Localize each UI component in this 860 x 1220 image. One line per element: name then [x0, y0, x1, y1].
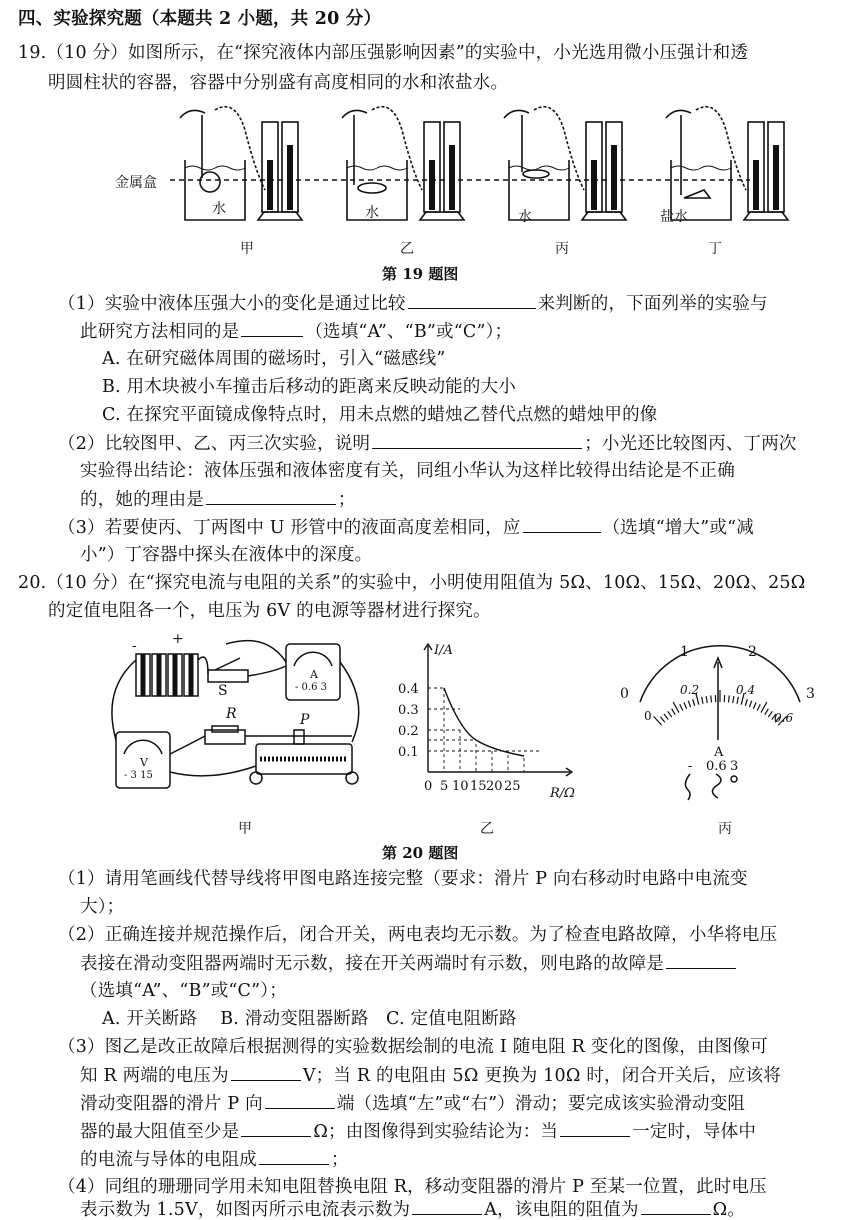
ytick-0.4: 0.4 [398, 682, 419, 697]
q20-p3-line4: 器的最大阻值至少是 Ω；由图像得到实验结论为：当 一定时，导体中 [80, 1118, 756, 1145]
meter-tick [673, 702, 679, 713]
meter-tick [757, 704, 760, 710]
q20-circuit-figure [100, 632, 370, 812]
q20-p3-line1: （3）图乙是改正故障后根据测得的实验数据绘制的电流 I 随电阻 R 变化的图像，由图像可 [58, 1034, 768, 1060]
ammeter-label: A [310, 668, 318, 681]
q19-stem-line2: 明圆柱状的容器，容器中分别盛有高度相同的水和浓盐水。 [48, 70, 508, 96]
meter-tick [702, 697, 703, 704]
ytick-0.2: 0.2 [398, 724, 419, 739]
upper-scale-0: 0 [620, 686, 629, 702]
resistor [205, 726, 245, 744]
meter-tick [761, 702, 767, 713]
q20-panel-label-3: 丙 [718, 818, 732, 838]
q20-p3-line3: 滑动变阻器的滑片 P 向 端（选填“左”或“右”）滑动；要完成该实验滑动变阻 [80, 1090, 745, 1117]
q19-p1-line2: 此研究方法相同的是 （选填“A”、“B”或“C”）； [80, 318, 512, 345]
terminal-wire-2 [712, 774, 721, 798]
q20-stem-line1: 20.（10 分）在“探究电流与电阻的关系”的实验中，小明使用阻值为 5Ω、10Ω、15Ω、20Ω、25Ω [18, 570, 805, 596]
meter-tick [693, 699, 695, 706]
lower-scale-0.6: 0.6 [774, 711, 793, 725]
xtick-5: 5 [440, 779, 448, 794]
beaker-label-3: 水 [518, 206, 532, 226]
slider-label: P [300, 712, 309, 728]
lower-scale-0: 0 [644, 709, 652, 723]
battery-plus: + [172, 631, 184, 647]
terminal-wire-1 [685, 774, 690, 800]
graph-xlabel: R/Ω [549, 786, 575, 801]
q20-p2-option-a: A. 开关断路 [102, 1009, 197, 1029]
metal-box-label: 金属盒 [115, 172, 157, 192]
beaker-label-4: 盐水 [660, 206, 688, 226]
meter-unit: A [713, 745, 724, 760]
panel-jia [180, 107, 302, 220]
q20-p2-option-b: B. 滑动变阻器断路 [220, 1009, 369, 1029]
meter-tick [737, 697, 738, 704]
meter-tick [668, 711, 672, 717]
beaker-label-2: 水 [365, 202, 379, 222]
upper-scale-1: 1 [680, 644, 689, 660]
graph-ylabel: I/A [433, 643, 453, 658]
meter-terminal-3: 3 [730, 759, 738, 774]
q19-stem-line1: 19.（10 分）如图所示，在“探究液体内部压强影响因素”的实验中，小光选用微小压强计和透 [18, 40, 748, 66]
meter-tick [660, 717, 665, 722]
q20-p2-option-c: C. 定值电阻断路 [386, 1009, 517, 1029]
q20-p2-line2: 表接在滑动变阻器两端时无示数，接在开关两端时有示数，则电路的故障是 [80, 950, 738, 977]
q19-p2-line3: 的，她的理由是 ； [80, 486, 356, 513]
q20-figure-caption: 第 20 题图 [382, 842, 458, 863]
q20-p4-line2: 表示数为 1.5V，如图丙所示电流表示数为 A，该电阻的阻值为 Ω。 [80, 1196, 745, 1220]
switch-label: S [218, 683, 228, 699]
meter-tick [684, 702, 687, 708]
voltmeter-terminals: - 3 15 [124, 770, 153, 781]
q19-p3-line1: （3）若要使丙、丁两图中 U 形管中的液面高度差相同，应 （选填“增大”或“减 [58, 514, 754, 541]
panel-ding [666, 107, 788, 220]
resistor-label: R [226, 706, 237, 722]
lower-scale-0.4: 0.4 [736, 683, 755, 697]
q20-p3-line5: 的电流与导体的电阻成 ； [80, 1146, 349, 1173]
q19-panel-label-2: 乙 [400, 238, 414, 258]
i-r-curve [444, 688, 524, 756]
battery [136, 654, 198, 696]
battery-minus: - [132, 638, 137, 654]
meter-terminal-minus: - [688, 759, 692, 774]
meter-terminal-0.6: 0.6 [706, 759, 727, 774]
upper-scale-3: 3 [806, 686, 815, 702]
meter-tick [672, 709, 676, 715]
meter-tick [749, 701, 751, 708]
q20-p1-line1: （1）请用笔画线代替导线将甲图电路连接完整（要求：滑片 P 向右移动时电路中电流变 [58, 866, 748, 892]
q20-p2-options [102, 1006, 517, 1032]
panel-bing [504, 107, 626, 220]
voltmeter-label: V [140, 756, 148, 769]
xtick-15: 15 [470, 779, 487, 794]
q20-graph [390, 632, 590, 812]
q19-panel-label-3: 丙 [555, 238, 569, 258]
terminal-3 [731, 776, 737, 782]
meter-tick [706, 696, 707, 703]
q20-p2-line1: （2）正确连接并规范操作后，闭合开关，两电表均无示数。为了检查电路故障，小华将电压 [58, 922, 777, 948]
meter-tick [664, 714, 668, 720]
q19-p2-line1: （2）比较图甲、乙、丙三次实验，说明 ；小光还比较图丙、丁两次 [58, 430, 797, 457]
switch [208, 658, 248, 682]
xtick-20: 20 [486, 779, 503, 794]
q20-p4-line1: （4）同组的珊珊同学用未知电阻替换电阻 R，移动变阻器的滑片 P 至某一位置，此时电压 [58, 1174, 767, 1200]
ammeter-terminals: - 0.6 3 [295, 682, 327, 693]
meter-tick [745, 699, 747, 706]
panel-yi [342, 107, 464, 220]
q19-p2-line2: 实验得出结论：液体压强和液体密度有关，同组小华认为这样比较得出结论是不正确 [80, 458, 735, 484]
q19-p1-option-c: C. 在探究平面镜成像特点时，用未点燃的蜡烛乙替代点燃的蜡烛甲的像 [102, 402, 658, 428]
q19-p1-option-a: A. 在研究磁体周围的磁场时，引入“磁感线” [102, 346, 446, 372]
meter-tick [680, 704, 683, 710]
meter-tick [729, 695, 730, 702]
meter-tick [753, 702, 756, 708]
q19-figure-caption: 第 19 题图 [382, 263, 458, 284]
ytick-0.3: 0.3 [398, 703, 419, 718]
xtick-0: 0 [424, 779, 432, 794]
xtick-25: 25 [504, 779, 521, 794]
beaker-label-1: 水 [212, 198, 226, 218]
q20-stem-line2: 的定值电阻各一个，电压为 6V 的电源等器材进行探究。 [48, 598, 491, 624]
q19-panel-label-4: 丁 [708, 238, 722, 258]
xtick-10: 10 [452, 779, 469, 794]
meter-tick [711, 695, 712, 702]
q19-p3-line2: 小”）丁容器中探头在液体中的深度。 [80, 542, 372, 568]
meter-tick [765, 709, 769, 715]
rheostat [250, 730, 358, 784]
q20-p2-line3: （选填“A”、“B”或“C”）； [80, 978, 287, 1004]
q20-meter-figure [610, 632, 830, 812]
q19-p1-line1: （1）实验中液体压强大小的变化是通过比较 来判断的，下面列举的实验与 [58, 290, 768, 317]
meter-tick [688, 701, 690, 708]
meter-tick [733, 696, 734, 703]
q20-panel-label-2: 乙 [480, 818, 494, 838]
q19-p1-option-b: B. 用木块被小车撞击后移动的距离来反映动能的大小 [102, 374, 516, 400]
section-title: 四、实验探究题（本题共 2 小题，共 20 分） [18, 6, 381, 32]
upper-scale-2: 2 [748, 644, 757, 660]
ytick-0.1: 0.1 [398, 745, 419, 760]
q20-p3-line2: 知 R 两端的电压为 V；当 R 的电阻由 5Ω 更换为 10Ω 时，闭合开关后，应该将 [80, 1062, 781, 1089]
lower-scale-0.2: 0.2 [680, 683, 699, 697]
q20-panel-label-1: 甲 [238, 818, 252, 838]
q20-p1-line2: 大）； [80, 894, 124, 920]
q19-figure [110, 100, 810, 260]
q19-panel-label-1: 甲 [240, 238, 254, 258]
meter-tick [768, 711, 772, 717]
